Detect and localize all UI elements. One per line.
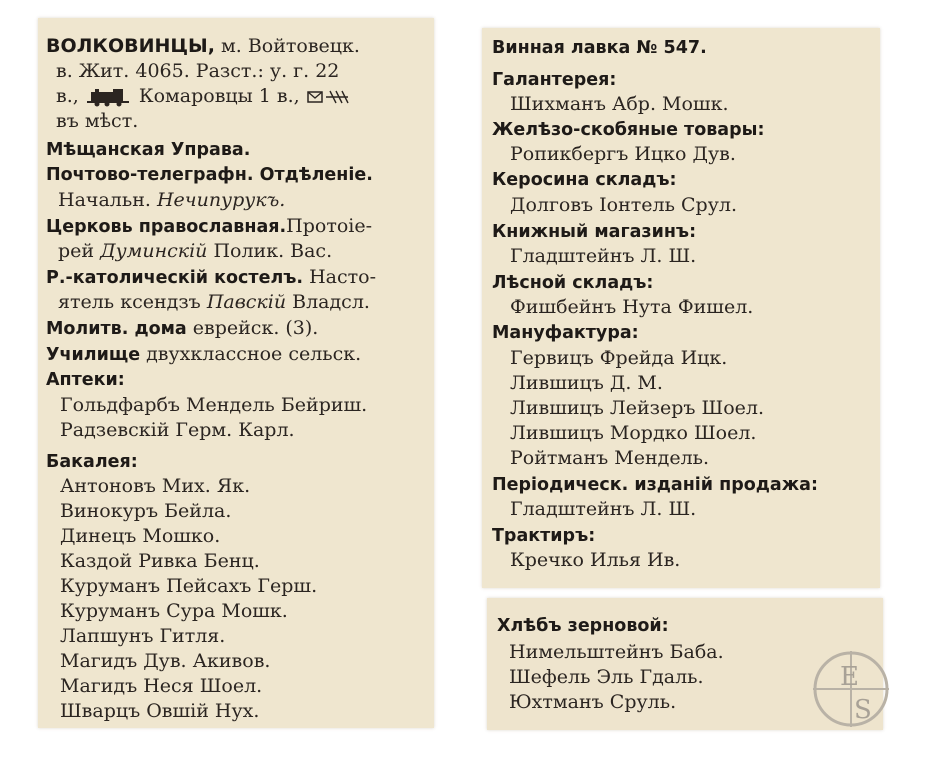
church-priest-line (58, 239, 332, 263)
list-item: Ропикбергъ Ицко Дув. (510, 143, 736, 165)
distance-unit: в., (56, 85, 79, 107)
list-item: Кречко Илья Ив. (510, 549, 681, 571)
bookshop-heading: Книжный магазинъ: (492, 222, 697, 242)
list-item: Антоновъ Мих. Як. (60, 475, 251, 497)
station-name: Комаровцы 1 в., (138, 85, 300, 107)
catholic-role-end: ятель ксендзъ (58, 291, 207, 313)
list-item: Динецъ Мошко. (60, 525, 221, 547)
church-priest-name: Думинскій (100, 240, 208, 262)
hardware-heading: Желѣзо-скобяные товары: (492, 120, 765, 140)
list-item: Магидъ Дув. Акивов. (60, 650, 271, 672)
post-heading: Почтово-телеграфн. Отдѣленіе. (46, 165, 373, 185)
post-role: Начальн. (58, 189, 157, 211)
town-district: м. Войтовецк. (214, 35, 360, 57)
prayer-detail: еврейск. (3). (186, 317, 319, 339)
list-item: Лившицъ Мордко Шоел. (510, 422, 757, 444)
stamp-letter-bottom: S (854, 695, 872, 725)
town-distance-line (56, 84, 350, 108)
list-item: Гладштейнъ Л. Ш. (510, 245, 697, 267)
school-heading: Училище (46, 345, 141, 365)
grocery-heading: Бакалея: (46, 452, 138, 472)
list-item: Шихманъ Абр. Мошк. (510, 93, 729, 115)
list-item: Долговъ Іонтель Срул. (510, 194, 737, 216)
list-item: Радзевскій Герм. Карл. (60, 419, 295, 441)
list-item: Куруманъ Пейсахъ Герш. (60, 575, 318, 597)
meshch-heading: Мѣщанская Управа. (46, 140, 251, 160)
list-item: Юхтманъ Сруль. (509, 691, 677, 713)
church-role: Протоіе- (286, 215, 373, 237)
right-column (482, 28, 880, 588)
list-item: Ройтманъ Мендель. (510, 447, 710, 469)
textiles-heading: Мануфактура: (492, 323, 639, 343)
list-item: Гервицъ Фрейда Ицк. (510, 347, 728, 369)
list-item: Магидъ Неся Шоел. (60, 675, 263, 697)
list-item: Шварцъ Овшій Нух. (60, 700, 260, 722)
catholic-priest-line (58, 290, 370, 314)
periodicals-heading: Періодическ. изданій продажа: (492, 475, 818, 495)
railway-icon (85, 87, 133, 107)
list-item: Винокуръ Бейла. (60, 500, 232, 522)
school-detail: двухклассное сельск. (140, 343, 362, 365)
church-priest-initials: Полик. Вас. (207, 240, 333, 262)
town-name: ВОЛКОВИНЦЫ, (46, 35, 215, 57)
town-title-line (46, 34, 360, 58)
post-head-name: Нечипурукъ. (156, 189, 286, 211)
church-role-end: рей (58, 240, 101, 262)
tavern-heading: Трактиръ: (492, 526, 596, 546)
post-telegraph-icon (306, 87, 350, 107)
lumber-heading: Лѣсной складъ: (492, 273, 654, 293)
list-item: Лившицъ Лейзеръ Шоел. (510, 397, 765, 419)
church-line (46, 214, 372, 239)
town-info-line: в. Жит. 4065. Разст.: у. г. 22 (56, 60, 340, 82)
list-item: Гладштейнъ Л. Ш. (510, 498, 697, 520)
list-item: Фишбейнъ Нута Фишел. (510, 296, 754, 318)
haberdashery-heading: Галантерея: (492, 70, 617, 90)
pharmacy-heading: Аптеки: (46, 370, 125, 390)
prayer-heading: Молитв. дома (46, 319, 187, 339)
list-item: Нимельштейнъ Баба. (509, 641, 724, 663)
stamp-letter-top: E (840, 662, 859, 692)
catholic-priest-initials: Владсл. (286, 291, 370, 313)
list-item: Каздой Ривка Бенц. (60, 550, 260, 572)
wine-shop-heading: Винная лавка № 547. (492, 38, 707, 58)
list-item: Лившицъ Д. М. (510, 372, 663, 394)
left-column (38, 18, 434, 728)
list-item: Гольдфарбъ Мендель Бейриш. (60, 394, 368, 416)
post-head-line (58, 188, 285, 212)
catholic-line (46, 265, 376, 290)
catholic-role: Насто- (303, 266, 377, 288)
list-item: Куруманъ Сура Мошк. (60, 600, 288, 622)
town-place-line: въ мѣст. (56, 110, 139, 132)
list-item: Лапшунъ Гитля. (60, 625, 226, 647)
prayer-line (46, 316, 318, 341)
watermark-stamp-icon (810, 648, 892, 730)
grain-heading: Хлѣбъ зерновой: (497, 616, 669, 636)
catholic-priest-name: Павскій (206, 291, 287, 313)
church-heading: Церковь православная. (46, 217, 287, 237)
list-item: Шефель Эль Гдаль. (509, 666, 704, 688)
catholic-heading: Р.-католическій костелъ. (46, 268, 304, 288)
school-line (46, 342, 361, 367)
kerosene-heading: Керосина складъ: (492, 170, 677, 190)
